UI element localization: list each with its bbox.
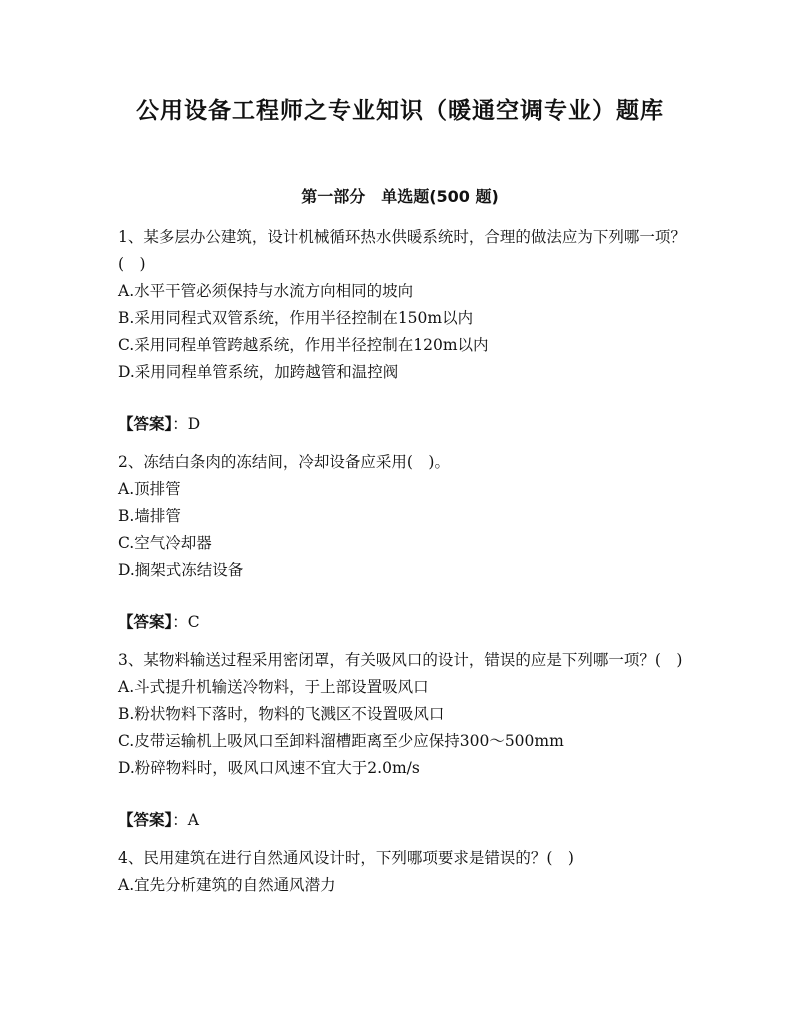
question-2	[118, 449, 698, 636]
question-list	[118, 224, 698, 899]
question-3-stem: 3、某物料输送过程采用密闭罩，有关吸风口的设计，错误的应是下列哪一项？( )	[118, 651, 683, 669]
question-3-option-a: A.斗式提升机输送冷物料，于上部设置吸风口	[118, 678, 429, 696]
question-2-answer	[118, 609, 698, 636]
question-2-answer-value: C	[187, 613, 200, 631]
question-4-stem: 4、民用建筑在进行自然通风设计时，下列哪项要求是错误的？( )	[118, 849, 574, 867]
answer-separator: ：	[172, 811, 188, 829]
question-3-option-c: C.皮带运输机上吸风口至卸料溜槽距离至少应保持300～500mm	[118, 732, 564, 750]
answer-label: 【答案】	[118, 811, 173, 829]
question-3-option-d: D.粉碎物料时，吸风口风速不宜大于2.0m/s	[118, 759, 420, 777]
question-3-answer	[118, 807, 698, 834]
question-4	[118, 845, 698, 899]
answer-label: 【答案】	[118, 613, 173, 631]
question-1-stem: 1、某多层办公建筑，设计机械循环热水供暖系统时，合理的做法应为下列哪一项？( )	[118, 228, 686, 273]
question-4-option-a: A.宜先分析建筑的自然通风潜力	[118, 876, 336, 894]
question-1-answer	[118, 411, 698, 438]
question-2-option-b: B.墙排管	[118, 507, 181, 525]
question-1-option-a: A.水平干管必须保持与水流方向相同的坡向	[118, 282, 414, 300]
question-1-option-d: D.采用同程单管系统，加跨越管和温控阀	[118, 363, 399, 381]
section-title: 第一部分 单选题(500 题)	[301, 187, 499, 206]
question-1-option-b: B.采用同程式双管系统，作用半径控制在150m以内	[118, 309, 474, 327]
question-2-option-d: D.搁架式冻结设备	[118, 561, 244, 579]
question-2-option-a: A.顶排管	[118, 480, 181, 498]
document-title: 公用设备工程师之专业知识（暖通空调专业）题库	[136, 98, 664, 124]
question-3-option-b: B.粉状物料下落时，物料的飞溅区不设置吸风口	[118, 705, 445, 723]
answer-separator: ：	[172, 613, 188, 631]
question-3	[118, 647, 698, 834]
question-1-option-c: C.采用同程单管跨越系统，作用半径控制在120m以内	[118, 336, 489, 354]
question-3-answer-value: A	[187, 811, 199, 829]
question-2-stem: 2、冻结白条肉的冻结间，冷却设备应采用( )。	[118, 453, 450, 471]
question-2-option-c: C.空气冷却器	[118, 534, 212, 552]
answer-label: 【答案】	[118, 415, 173, 433]
question-1	[118, 224, 698, 438]
answer-separator: ：	[172, 415, 188, 433]
question-1-answer-value: D	[187, 415, 201, 433]
